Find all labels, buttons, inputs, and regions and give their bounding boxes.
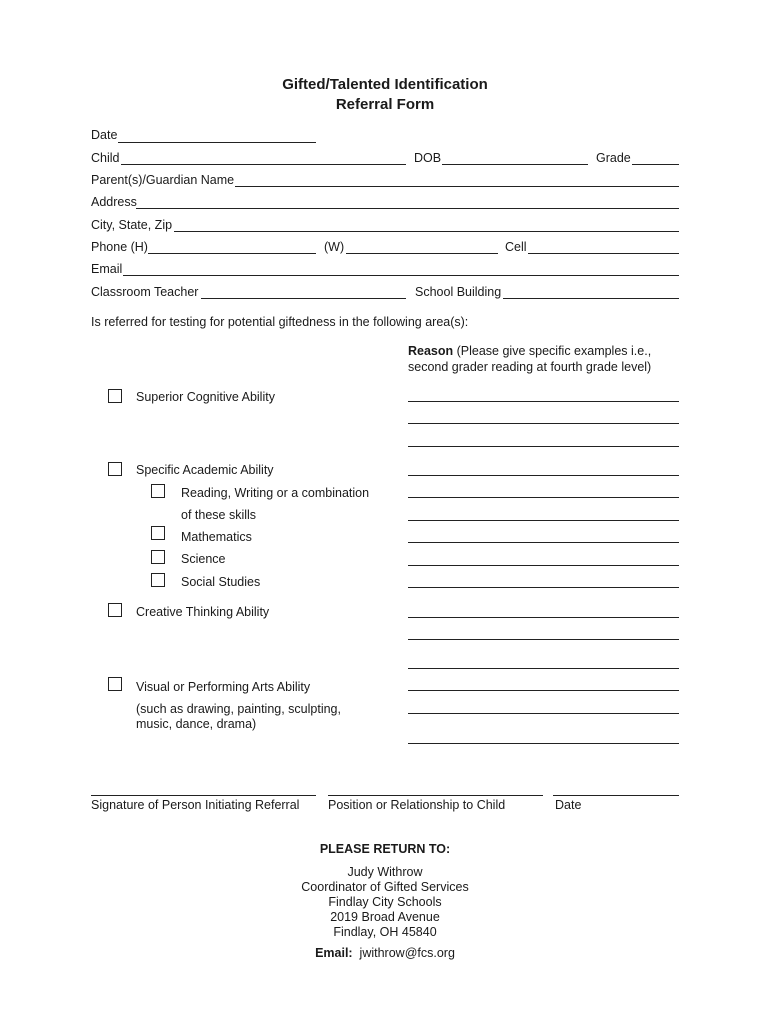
position-label: Position or Relationship to Child <box>328 798 506 812</box>
child-field[interactable] <box>121 164 406 165</box>
city-label: City, State, Zip <box>91 218 173 232</box>
academic-label: Specific Academic Ability <box>136 463 274 477</box>
parent-field[interactable] <box>235 186 679 187</box>
dob-field[interactable] <box>442 164 588 165</box>
social-label: Social Studies <box>181 575 261 589</box>
city-field[interactable] <box>174 231 679 232</box>
science-checkbox[interactable] <box>151 550 165 564</box>
reason-rest: (Please give specific examples i.e., <box>453 344 652 358</box>
date-label: Date <box>91 128 118 142</box>
reason-line[interactable] <box>408 542 679 543</box>
form-title: Gifted/Talented Identification <box>282 76 488 93</box>
return-email[interactable]: jwithrow@fcs.org <box>359 946 455 960</box>
building-field[interactable] <box>503 298 679 299</box>
academic-checkbox[interactable] <box>108 462 122 476</box>
arts-note-2: music, dance, drama) <box>136 717 257 731</box>
signature-field[interactable] <box>91 795 316 796</box>
parent-label: Parent(s)/Guardian Name <box>91 173 235 187</box>
phone-work-field[interactable] <box>346 253 498 254</box>
reason-line[interactable] <box>408 743 679 744</box>
referred-text: Is referred for testing for potential giftedness in the following area(s): <box>91 315 469 329</box>
math-label: Mathematics <box>181 530 252 544</box>
reason-line[interactable] <box>408 668 679 669</box>
creative-checkbox[interactable] <box>108 603 122 617</box>
return-org: Findlay City Schools <box>328 895 442 909</box>
phone-home-field[interactable] <box>148 253 316 254</box>
return-name: Judy Withrow <box>347 865 423 879</box>
reason-heading <box>408 344 651 358</box>
reading-label-2: of these skills <box>181 508 257 522</box>
cell-label: Cell <box>505 240 527 254</box>
reason-bold: Reason <box>408 344 454 358</box>
teacher-label: Classroom Teacher <box>91 285 199 299</box>
reason-line[interactable] <box>408 690 679 691</box>
email-field[interactable] <box>123 275 679 276</box>
arts-label: Visual or Performing Arts Ability <box>136 680 311 694</box>
social-checkbox[interactable] <box>151 573 165 587</box>
reason-line[interactable] <box>408 475 679 476</box>
reason-line[interactable] <box>408 565 679 566</box>
signature-date-label: Date <box>555 798 582 812</box>
dob-label: DOB <box>414 151 442 165</box>
phone-home-label: Phone (H) <box>91 240 148 254</box>
address-field[interactable] <box>136 208 679 209</box>
return-heading: PLEASE RETURN TO: <box>319 842 451 856</box>
arts-note-1: (such as drawing, painting, sculpting, <box>136 702 341 716</box>
return-city: Findlay, OH 45840 <box>333 925 437 939</box>
reason-line[interactable] <box>408 639 679 640</box>
reason-line[interactable] <box>408 446 679 447</box>
signature-label: Signature of Person Initiating Referral <box>91 798 300 812</box>
form-subtitle: Referral Form <box>335 96 435 113</box>
science-label: Science <box>181 552 226 566</box>
reason-line[interactable] <box>408 423 679 424</box>
reason-line2: second grader reading at fourth grade level) <box>408 360 652 374</box>
reason-line[interactable] <box>408 617 679 618</box>
building-label: School Building <box>415 285 502 299</box>
reading-checkbox[interactable] <box>151 484 165 498</box>
reason-line[interactable] <box>408 587 679 588</box>
reason-line[interactable] <box>408 713 679 714</box>
math-checkbox[interactable] <box>151 526 165 540</box>
position-field[interactable] <box>328 795 543 796</box>
child-label: Child <box>91 151 120 165</box>
address-label: Address <box>91 195 137 209</box>
grade-field[interactable] <box>632 164 679 165</box>
reading-label: Reading, Writing or a combination <box>181 486 370 500</box>
return-street: 2019 Broad Avenue <box>330 910 440 924</box>
reason-line[interactable] <box>408 401 679 402</box>
teacher-field[interactable] <box>201 298 406 299</box>
cognitive-label: Superior Cognitive Ability <box>136 390 275 404</box>
reason-line[interactable] <box>408 497 679 498</box>
email-label: Email <box>91 262 123 276</box>
creative-label: Creative Thinking Ability <box>136 605 270 619</box>
return-title: Coordinator of Gifted Services <box>301 880 469 894</box>
cognitive-checkbox[interactable] <box>108 389 122 403</box>
grade-label: Grade <box>596 151 631 165</box>
signature-date-field[interactable] <box>553 795 679 796</box>
date-field[interactable] <box>118 142 316 143</box>
email-title: Email: <box>315 946 353 960</box>
arts-checkbox[interactable] <box>108 677 122 691</box>
phone-work-label: (W) <box>324 240 345 254</box>
return-email-row <box>0 946 770 960</box>
reason-line[interactable] <box>408 520 679 521</box>
cell-field[interactable] <box>528 253 679 254</box>
